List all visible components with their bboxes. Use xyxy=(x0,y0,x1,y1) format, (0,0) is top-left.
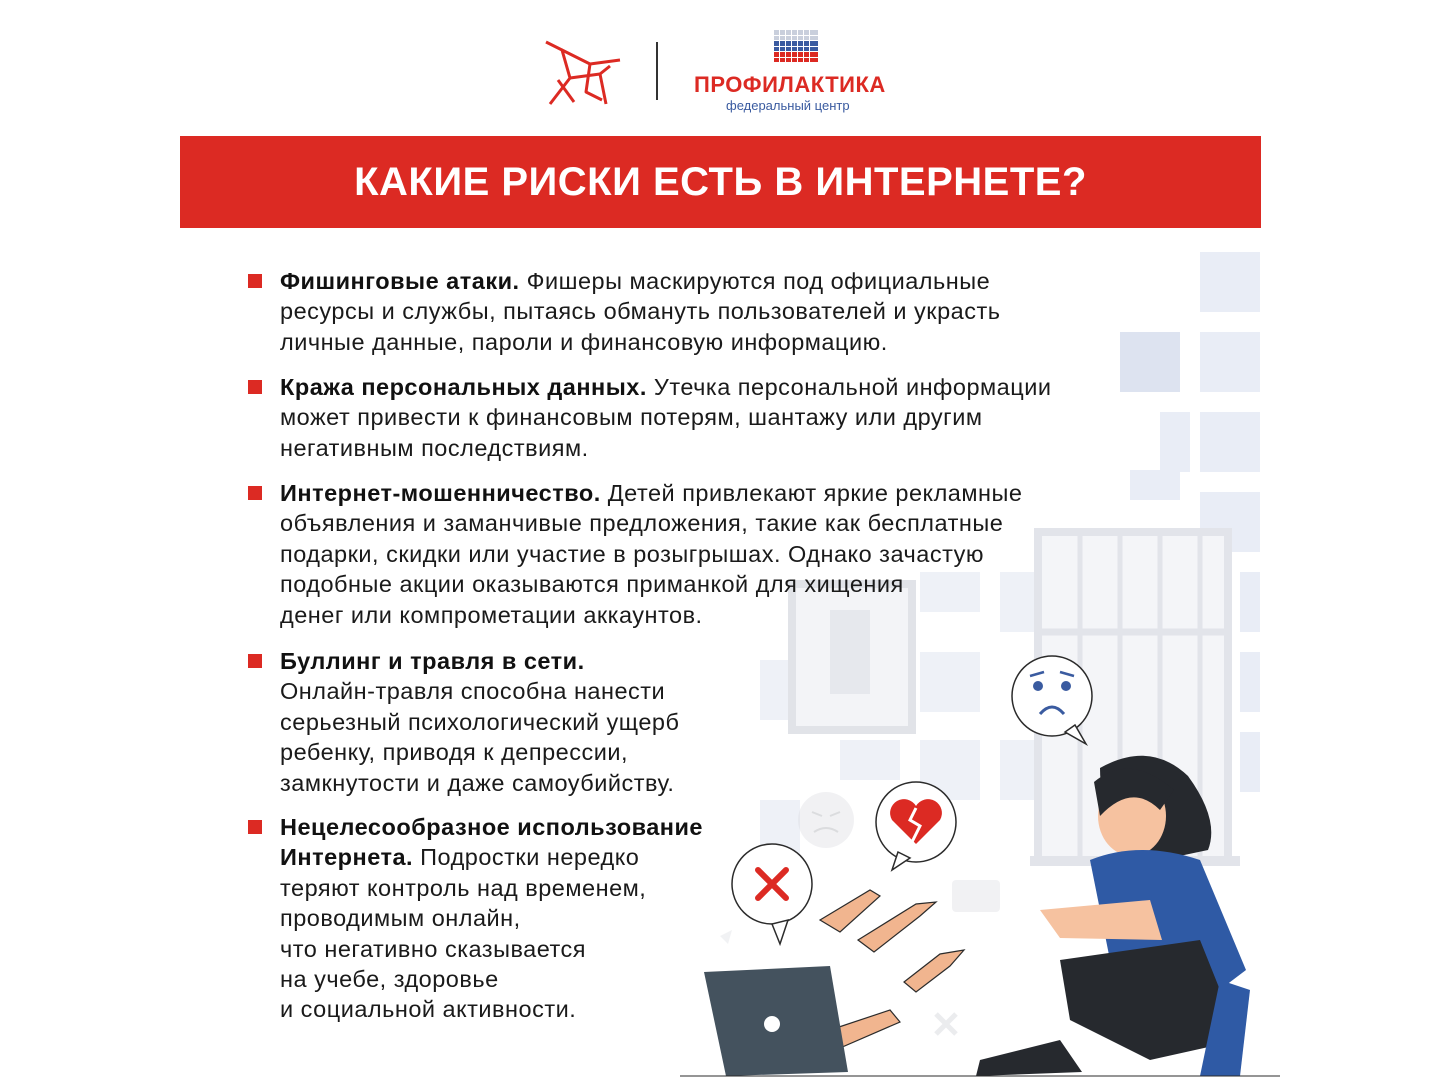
item-heading: Фишинговые атаки. xyxy=(280,268,520,294)
brand-subtitle: федеральный центр xyxy=(726,98,850,113)
item-heading: Нецелесообразное использование xyxy=(280,814,703,840)
bullet-square-icon xyxy=(248,380,262,394)
item-text: Фишинговые атаки. Фишеры маскируются под официальные ресурсы и службы, пытаясь обмануть пользователей и украсть личные данные, пароли и финансовую информацию. xyxy=(280,268,1001,355)
bullet-square-icon xyxy=(248,486,262,500)
page-title: КАКИЕ РИСКИ ЕСТЬ В ИНТЕРНЕТЕ? xyxy=(354,160,1087,204)
flag-grid-icon xyxy=(774,30,818,62)
logo-divider xyxy=(656,42,658,100)
item-heading: Интернет-мошенничество. xyxy=(280,480,601,506)
broken-heart-bubble-icon xyxy=(876,782,956,870)
angry-face-icon xyxy=(798,792,854,848)
item-text: Кража персональных данных. Утечка персональной информации может привести к финансовым потерям, шантажу или другим негативным последствиям. xyxy=(280,374,1052,461)
brand-name: ПРОФИЛАКТИКА xyxy=(694,72,886,97)
item-text: Интернет-мошенничество. Детей привлекают яркие рекламные объявления и заманчивые предложения, такие как бесплатные подарки, скидки или участие в розыгрышах. Однако зачастую подобные акции оказываются приманкой для хищения денег или компрометации аккаунтов. xyxy=(280,480,1023,628)
logo-header xyxy=(0,30,1442,120)
title-banner xyxy=(180,136,1261,228)
item-heading-cont: Интернета. xyxy=(280,844,414,871)
item-heading: Буллинг и травля в сети. xyxy=(280,648,585,674)
profilaktika-logo xyxy=(694,30,904,120)
chair-logo-icon xyxy=(540,38,622,108)
item-text: Буллинг и травля в сети. Онлайн-травля способна нанести серьезный психологический ущерб ребенку, приводя к депрессии, замкнутости и даже самоубийству. xyxy=(280,648,680,796)
bullet-square-icon xyxy=(248,274,262,288)
item-heading: Кража персональных данных. xyxy=(280,374,647,400)
bullet-square-icon xyxy=(248,654,262,668)
item-text: Нецелесообразное использование Интернета. Подростки нередко теряют контроль над временем, проводимым онлайн, что негативно сказывается на учебе, здоровье и социальной активности. xyxy=(280,814,703,1023)
bullet-square-icon xyxy=(248,820,262,834)
